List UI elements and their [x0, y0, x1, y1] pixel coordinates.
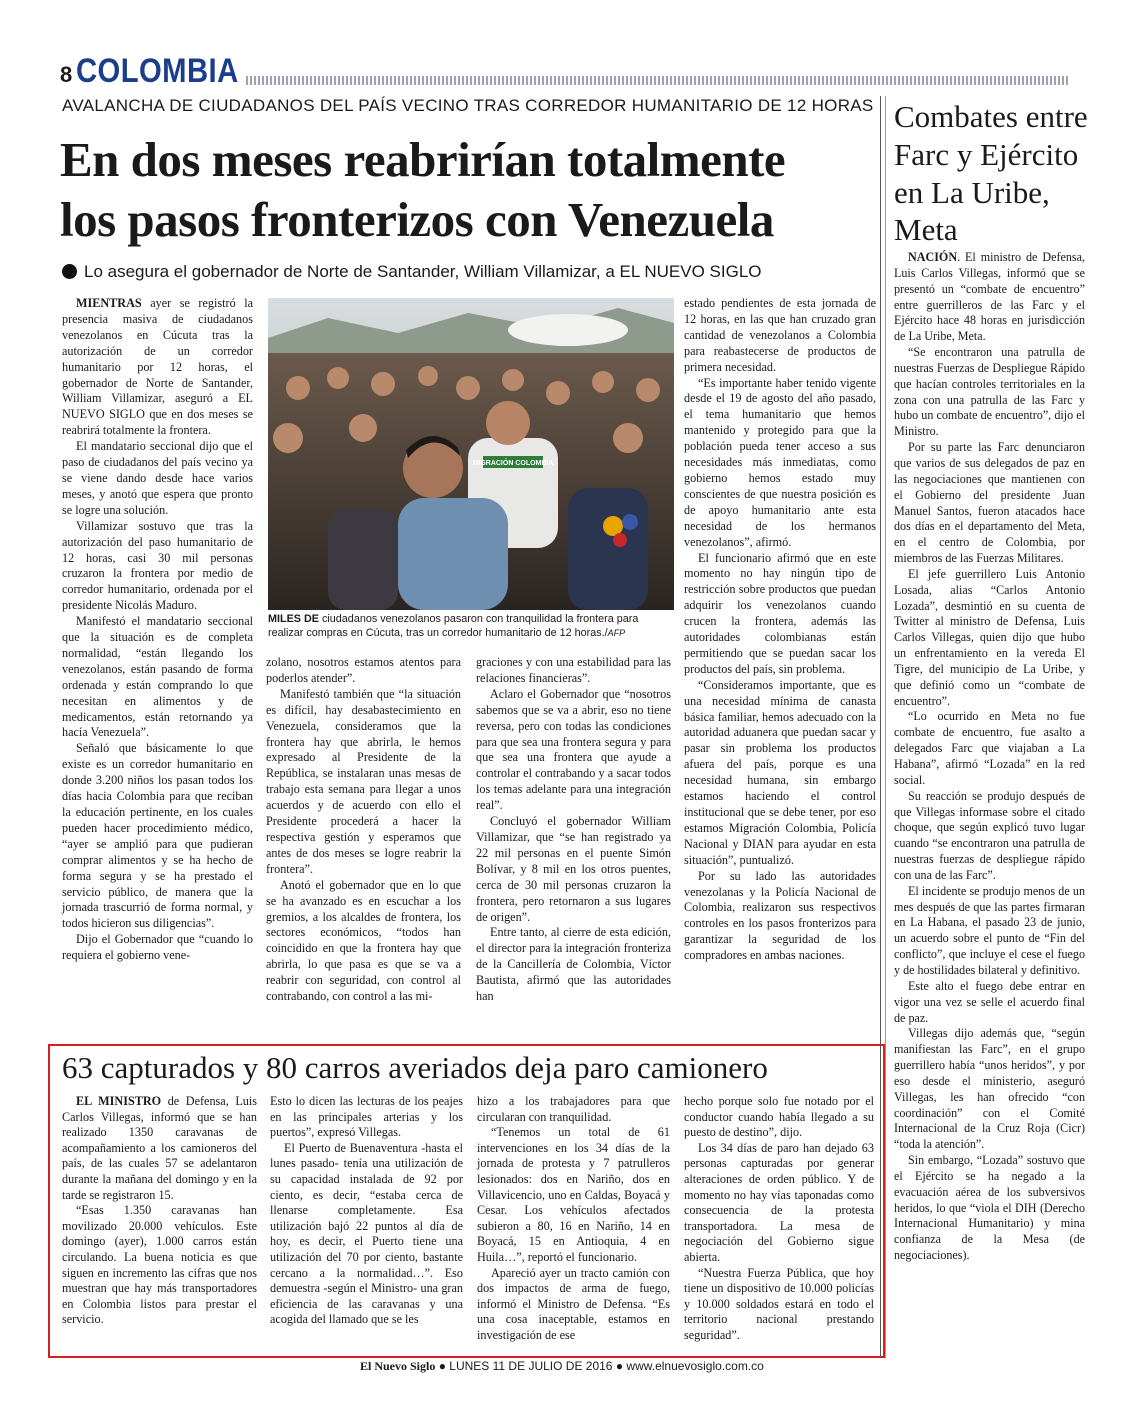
- paragraph: Apareció ayer un tracto camión con dos impactos de arma de fuego, informó el Ministro de Defensa. “Es una cosa inaceptable, estamos en investigación de ese: [477, 1265, 670, 1342]
- bullet-icon: [62, 264, 77, 279]
- paragraph: Concluyó el gobernador William Villamizar, que “se han registrado ya 22 mil personas en el puente Simón Bolívar, y 8 mil en los otros puentes, cerca de 30 mil personas cruzaron la frontera, pero retornaron a sus lugares de origen”.: [476, 814, 671, 924]
- paragraph: El incidente se produjo menos de un mes después de que las partes firmaran en La Habana, el pasado 23 de junio, un acuerdo sobre el punto de “Fin del conflicto”, que incluye el cese el fuego y de hostilidades bilateral y definitivo.: [894, 883, 1085, 977]
- paragraph: EL MINISTRO de Defensa, Luis Carlos Villegas, informó que se han realizado 1350 caravanas de acompañamiento a los camioneros del país, de las cuales 57 se adelantaron durante la mañana del domingo y en la tarde se registraron 15.: [62, 1094, 257, 1202]
- article-column-2: [266, 655, 461, 1005]
- paragraph: Por su parte las Farc denunciaron que varios de sus delegados de paz en las negociaciones que mantienen con el Gobierno del presidente Juan Manuel Santos, fueron atacados hace dos días en el departamento del Meta, en el centro de Colombia, por miembros de las Fuerzas Militares.: [894, 440, 1085, 566]
- paragraph: Entre tanto, al cierre de esta edición, el director para la integración fronteriza de la Cancillería de Colombia, Víctor Bautista, afirmó que las autoridades han: [476, 925, 671, 1004]
- box-column-4: [684, 1094, 874, 1344]
- lead-in: MIENTRAS: [76, 296, 142, 310]
- deck-text: Lo asegura el gobernador de Norte de Santander, William Villamizar, a EL NUEVO SIGLO: [84, 262, 762, 281]
- paragraph: Esto lo dicen las lecturas de los peajes en las principales arterias y los puertos”, expresó Villegas.: [270, 1094, 463, 1140]
- footer-url: www.elnuevosiglo.com.co: [626, 1359, 764, 1373]
- article-column-3: [476, 655, 671, 1005]
- kicker: AVALANCHA DE CIUDADANOS DEL PAÍS VECINO TRAS CORREDOR HUMANITARIO DE 12 HORAS: [62, 96, 874, 115]
- paragraph: Dijo el Gobernador que “cuando lo requiera el gobierno vene-: [62, 932, 253, 963]
- paragraph: Este alto el fuego debe entrar en vigor una vez se selle el acuerdo final de paz.: [894, 978, 1085, 1025]
- page-header: [60, 52, 1070, 100]
- paragraph: El mandatario seccional dijo que el paso de ciudadanos del país vecino ya se viene dando desde hace varios meses, y anotó que espera que pronto se logre una solución.: [62, 439, 253, 517]
- lead-in: NACIÓN: [908, 250, 958, 264]
- box-headline: 63 capturados y 80 carros averiados deja paro camionero: [62, 1050, 768, 1085]
- bullet-icon: ●: [438, 1359, 450, 1373]
- section-title: COLOMBIA: [76, 52, 239, 90]
- box-column-1: [62, 1094, 257, 1328]
- paragraph: El funcionario afirmó que en este momento no hay ningún tipo de restricción sobre productos que puedan adquirir los venezolanos cuando crucen la frontera, además las autoridades colombianas están permitiendo que se puedan sacar los productos del país, sin problema.: [684, 550, 876, 676]
- deck: [62, 262, 862, 282]
- photo-caption: MILES DE ciudadanos venezolanos pasaron con tranquilidad la frontera para realizar compras en Cúcuta, tras un corredor humanitario de 12 horas./AFP: [268, 613, 639, 639]
- paragraph: Anotó el gobernador que en lo que se ha avanzado es en escuchar a los gremios, a los alcaldes de frontera, los sectores económicos, “todos han coincidido en que la frontera hay que abrirla, lo que pasa es que se va a reabrir con seguridad, con control al contrabando, con control a las mi-: [266, 877, 461, 1004]
- paragraph: “Tenemos un total de 61 intervenciones en los 34 días de la jornada de protesta y 7 patrulleros lesionados: dos en Nariño, dos en Villavicencio, uno en Caldas, Boyacá y Cesar. Los vehículos afectados subieron a 80, 16 en Nariño, 14 en Boyacá, 15 en Antioquia, 4 en Huila…”, reportó el funcionario.: [477, 1125, 670, 1264]
- article-column-4: [684, 296, 876, 964]
- paragraph: “Es importante haber tenido vigente desde el 19 de agosto del año pasado, el tema humanitario que hemos mantenido y protegido para que la población pueda tener acceso a sus necesidades más inmediatas, como gobierno hemos estado muy conscientes de que nuestra posición es de apoyo humanitario ante esta necesidad de los hermanos venezolanos”, afirmó.: [684, 375, 876, 549]
- paragraph: Villamizar sostuvo que tras la autorización del paso humanitario de 12 horas, casi 30 mil personas cruzaron la frontera por medio de corredor humanitario, ordenada por el presidente Nicolás Maduro.: [62, 518, 253, 613]
- paragraph: “Lo ocurrido en Meta no fue combate de encuentro, fue asalto a delegados Farc que viajaban a La Habana”, afirmó “Lozada” en la red social.: [894, 709, 1085, 787]
- paragraph: Su reacción se produjo después de que Villegas informase sobre el citado choque, que según explicó tuvo lugar cuando “se encontraron una patrulla de nuestras fuerzas de despliegue rápido con una de las Farc”.: [894, 788, 1085, 882]
- headline-line-2: los pasos fronterizos con Venezuela: [60, 191, 774, 247]
- paragraph: Por su lado las autoridades venezolanas y la Policía Nacional de Colombia, realizaron sus respectivos controles en los pasos fronterizos para garantizar la seguridad de los compradores en ambas naciones.: [684, 868, 876, 963]
- box-column-3: [477, 1094, 670, 1344]
- footer-brand: El Nuevo Siglo: [360, 1359, 436, 1373]
- paragraph: Manifestó el mandatario seccional que la situación es de completa normalidad, “están llegando los venezolanos, están pasando de forma ordenada y están comprando lo que necesitan en alimentos y de medicamentos, están retornando ya hacía Venezuela”.: [62, 614, 253, 740]
- header-rule: [246, 76, 1070, 85]
- photo-credit: AFP: [607, 628, 626, 638]
- paragraph: Villegas dijo además que, “según manifiestan las Farc”, en el grupo guerrillero había “unos heridos”, y por eso desde el ministerio, aseguró Villegas, les han ofrecido “con coordinación” con el Comité Internacional de la Cruz Roja (Cicr) “toda la atención”.: [894, 1026, 1085, 1152]
- article-column-1: [62, 296, 253, 964]
- paragraph: Señaló que básicamente lo que existe es un corredor humanitario en donde 3.200 niños los pasan todos los días hacia Colombia para que reciban la educación pertinente, en los cuales pueden hacer procedimiento médico, “ayer se amplió para que pudieran comprar alimentos y se ha hecho de forma segura y se ha prestado el servicio público, de manera que la jornada trascurrió de forma normal, y todos hicieron sus diligencias”.: [62, 741, 253, 931]
- paragraph: Aclaro el Gobernador que “nosotros sabemos que se va a abrir, eso no tiene reversa, pero con todas las condiciones para que sea una frontera segura y para que sea una frontera que ayude a controlar el contrabando y a sacar todos los temas adelante para una integración real”.: [476, 686, 671, 813]
- headline-line-1: En dos meses reabrirían totalmente: [60, 132, 786, 187]
- paragraph: estado pendientes de esta jornada de 12 horas, en las que han cruzado gran cantidad de venezolanos a Colombia para reabastecerse de productos de primera necesidad.: [684, 296, 876, 374]
- paragraph: Manifestó también que “la situación es difícil, hay desabastecimiento en Venezuela, consideramos que la frontera hay que abrirla, le hemos expresado al Presidente de la República, se instalaran unas mesas de trabajo esta semana para llegar a unos acuerdos y de acuerdo con ello el Presidente procederá a hacer la respectiva gestión y esperamos que antes de dos meses se logre reabrir la frontera”.: [266, 686, 461, 876]
- paragraph: hecho porque solo fue notado por el conductor cuando había llegado a su puesto de destino”, dijo.: [684, 1094, 874, 1140]
- paragraph: zolano, nosotros estamos atentos para poderlos atender”.: [266, 655, 461, 685]
- caption-lead: MILES DE: [268, 613, 319, 625]
- paragraph: graciones y con una estabilidad para las relaciones financieras”.: [476, 655, 671, 685]
- footer-date: LUNES 11 DE JULIO DE 2016: [449, 1359, 613, 1373]
- paragraph: Los 34 días de paro han dejado 63 personas capturadas por generar alteraciones de orden público. Y de momento no hay vías taponadas como consecuencia de la protesta transportadora. La mesa de negociación del Gobierno sigue abierta.: [684, 1140, 874, 1264]
- sidebar-headline: Combates entre Farc y Ejército en La Uribe, Meta: [894, 99, 1088, 248]
- paragraph: “Nuestra Fuerza Pública, que hoy tiene un dispositivo de 10.000 policías y 10.000 soldados estará en todo el territorio nacional prestando seguridad”.: [684, 1265, 874, 1342]
- bullet-icon: ●: [615, 1359, 627, 1373]
- paragraph: El jefe guerrillero Luis Antonio Losada, alias “Carlos Antonio Lozada”, desmintió en su cuenta de Twitter al ministro de Defensa, Luis Carlos Villegas, quien dijo que hubo un enfrentamiento en la vereda El Tigre, del municipio de La Uribe, y que definió como un “combate de encuentro”.: [894, 566, 1085, 708]
- paragraph: MIENTRAS ayer se registró la presencia masiva de ciudadanos venezolanos en Cúcuta tras la autorización de un corredor humanitario por 12 horas, el gobernador de Norte de Santander, William Villamizar, aseguró a EL NUEVO SIGLO que en dos meses se reabrirá totalmente la frontera.: [62, 296, 253, 438]
- paragraph: “Se encontraron una patrulla de nuestras Fuerzas de Despliegue Rápido que hacían controles territoriales en la zona con una patrulla de las Farc y hubo un combate de encuentro”, dijo el Ministro.: [894, 345, 1085, 439]
- column-divider-2: [885, 96, 886, 1358]
- paragraph: El Puerto de Buenaventura -hasta el lunes pasado- tenía una utilización de su capacidad instalada de 92 por ciento, es decir, “estaba cerca de llenarse completamente. Esa utilización bajó 22 puntos al día de hoy, es decir, el Puerto tiene una utilización del 70 por ciento, bastante cercano a la normalidad…”. Eso demuestra -según el Ministro- una gran eficiencia de las caravanas y una acogida del llamado que se les: [270, 1140, 463, 1327]
- paragraph: Sin embargo, “Lozada” sostuvo que el Ejército se ha negado a la evacuación aérea de los subversivos heridos, lo que “viola el DIH (Derecho Internacional Humanitario) y mina confianza de la Mesa (de negociaciones).: [894, 1153, 1085, 1263]
- page-number: 8: [60, 62, 73, 87]
- paragraph: hizo a los trabajadores para que circularan con tranquilidad.: [477, 1094, 670, 1124]
- lead-in: EL MINISTRO: [76, 1094, 162, 1108]
- news-photo: [268, 298, 674, 610]
- paragraph: “Esas 1.350 caravanas han movilizado 20.000 vehículos. Este domingo (ayer), 1.000 carros están circulando. La buena noticia es que siguen en incremento las cifras que nos muestran que hay más transportadores en Colombia listos para prestar el servicio.: [62, 1203, 257, 1327]
- box-column-2: [270, 1094, 463, 1328]
- paragraph: NACIÓN. El ministro de Defensa, Luis Carlos Villegas, informó que se presentó un “combate de encuentro” entre guerrilleros de las Farc y el Ejército hace 48 horas en jurisdicción de La Uribe, Meta.: [894, 250, 1085, 344]
- page-footer: [360, 1359, 764, 1374]
- sidebar-article: [894, 250, 1085, 1264]
- paragraph: “Consideramos importante, que es una necesidad mínima de canasta básica familiar, hemos adecuado con la autoridad aduanera que puedan sacar y pasar sin problema los productos afuera del país, porque es una necesidad humana, sin embargo estamos haciendo el control institucional que se debe tener, por eso estamos Migración Colombia, Policía Nacional y DIAN para ayudar en esta situación”, puntualizó.: [684, 677, 876, 867]
- vest-label: MIGRACIÓN COLOMBIA: [472, 460, 554, 467]
- main-headline: [60, 130, 860, 250]
